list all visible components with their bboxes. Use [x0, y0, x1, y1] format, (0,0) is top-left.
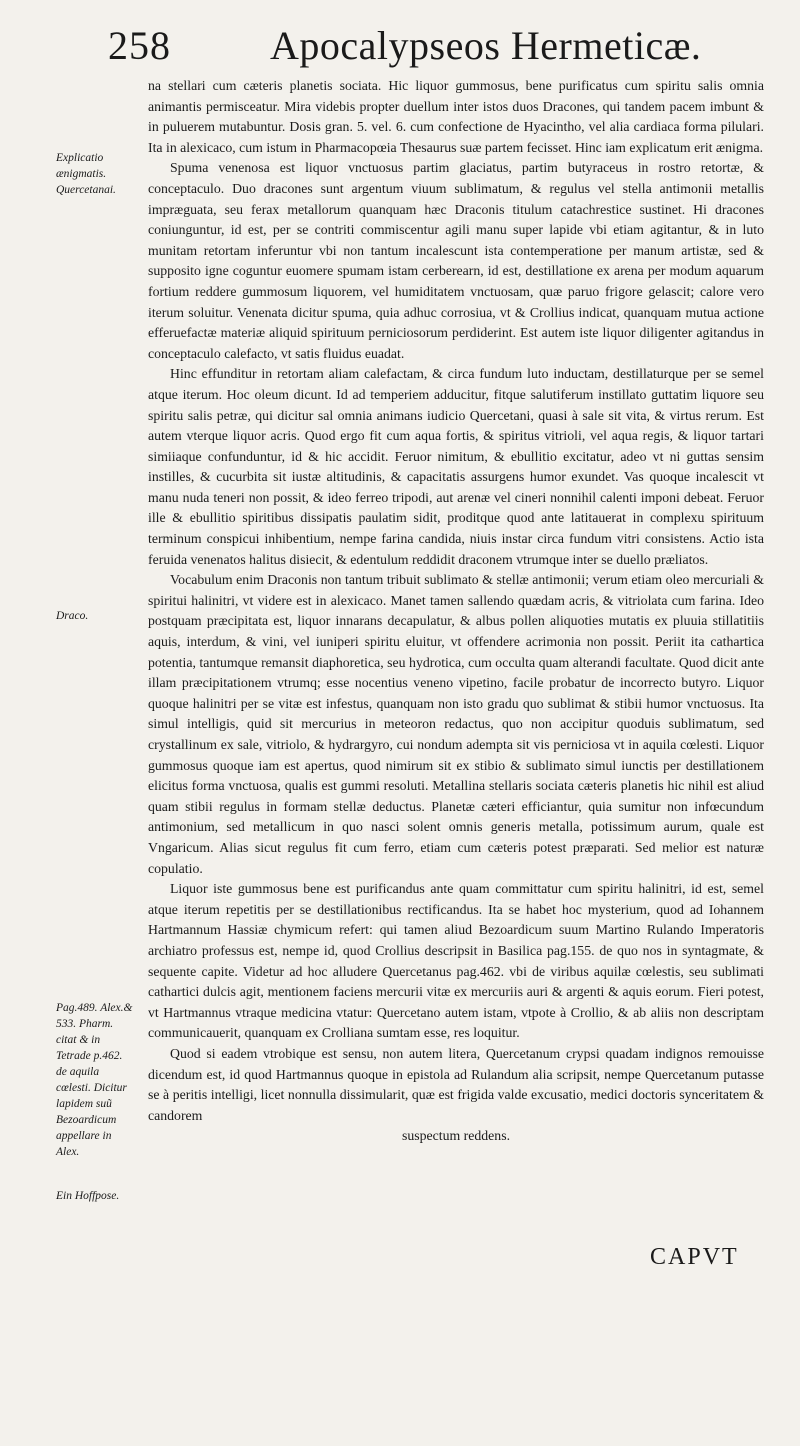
paragraph: Hinc effunditur in retortam aliam calefactam, & circa fundum luto inductam, destillaturque per se semel atque iterum. Hoc oleum dicunt. Id ad temperiem adducitur, fitque salutiferum instillato guttatim liquore seu spiritu salis petræ, qui dicitur sal omnia animans iudicio Quercetani, quasi à sale sit vita, & virtus rerum. Est autem vterque liquor acris. Quod ergo fit cum aqua fortis, & spiritus vitrioli, vel aqua regis, & liquor tartari simiiaque confunduntur, id & hic accidit. Feruor nimitum, & ebullitio excitatur, adeo vt ni guttas sensim instilles, & cucurbita sit iustæ altitudinis, & capacitatis assurgens humor exundet. Vas quoque incalescit vt manu nuda teneri non possit, & ideo ferreo tripodi, aut arenæ vel cineri nonnihil calenti imponi debeat. Feruor ille & ebullitio spiritibus dissipatis paulatim sidit, proditque quod ante latitauerat in complexu spirituum terminum conspicui inhibentium, nempe farina candida, niuis instar circa fundum vitri consistens. Actio ista feruida venenatos halitus disiecit, & edentulum reddidit draconem vtrumque inter se duello præliatos.	[148, 366, 764, 567]
paragraph: Vocabulum enim Draconis non tantum tribuit sublimato & stellæ antimonii; verum etiam oleo mercuriali & spiritui halinitri, vt videre est in alexicaco. Manet tamen sallendo quædam acris, & vitriolata cum farina. Ideo postquam præcipitata est, liquor innarans decapulatur, & albus pollen aliquoties mutatis ex pluuia stillatitiis aquis, interdum, & vini, vel iuniperi spiritu eluitur, vt offendere acrimonia non possit. Periit ita cathartica potentia, tantumque remansit diaphoretica, seu hydrotica, cum occulta quam alterandi facultate. Quod dicit ante illam præcipitationem vtrumq; esse nocentius veneno vipetino, facile probatur de incorrecto butyro. Liquor quoque halinitri per se vitæ est infestus, quanquam non isto gradu quo sublimat & stibii humor vnctuosus. Ita simul intelligis, quid sit mercurius in meteoron redactus, quo non accipitur quoduis sublimatum, sed crystallinum ex sale, vitriolo, & hydrargyro, cui nondum adempta sit vis perniciosa vt in aquila cœlesti. Liquor gummosus quoque iam est apertus, quod nimirum sit ex stibio & sublimato simul iunctis per destillationem elicitus forma vnctuosa, qualis est gummi resoluti. Metallina stellaris sociata cæteris planetis hic nihil est aliud quam stibii regulus in formam stellæ deductus. Planetæ cæteri efficiantur, quia sumitur non infœcundum antimonium, sed metallicum in quo nasci solent omnis generis metalla, potissimum aurum, quale est Vngaricum. Alias sicut regulus fit cum ferro, etiam cum cæteris potest præparati. Sed melior est naturæ copulatio.	[148, 572, 764, 876]
closing-line: suspectum reddens.	[401, 1128, 511, 1144]
margin-note: Explicatio ænigmatis. Quercetanai.	[56, 152, 116, 196]
page-header	[100, 20, 780, 70]
paragraph: Quod si eadem vtrobique est sensu, non autem litera, Quercetanum crypsi quadam indignos remouisse dicendum est, id quod Hartmannus quoque in epistola ad Rulandum alia scripsit, nempe Quercetanum putasse se à peritis intelligi, licet nonnulla dissimularit, quæ est frigida valde excusatio, medici doctoris synceritatem & candorem	[148, 1045, 764, 1123]
margin-note: Ein Hoffpose.	[56, 1190, 120, 1202]
paragraph: Liquor iste gummosus bene est purificandus ante quam committatur cum spiritu halinitri, id est, semel atque iterum repetitis per se destillationibus rectificandus. Ita se habet hoc mysterium, quod ad Iohannem Hartmannum Hassiæ chymicum refert: qui tamen aliud Bezoardicum suum Martino Rulando Imperatoris archiatro professus est, nempe id, quod Crollius descripsit in Basilica pag.155. de quo nos in syntagmate, & sequente capite. Videtur ad hoc alludere Quercetanus pag.462. vbi de viribus aquilæ cœlestis, seu sublimati cathartici dulcis agit, mentionem faciens mercurii vitæ ex mercuriis auri & argenti & aquis eorum. Fieri potest, vt Hartmannus vtraque medicina vtatur: Quercetano autem istam, vtpote à Crollio, & ab aliis non descriptam communicauerit, quanquam ex Crolliana sumtam esse, res loquitur.	[148, 881, 764, 1041]
margin-note: Draco.	[56, 610, 89, 622]
margin-note: Pag.489. Alex.& 533. Pharm. citat & in Tetrade p.462. de aquila cœlesti. Dicitur lapidem suũ Bezoardicum appellare in Alex.	[56, 1002, 133, 1158]
running-title: Apocalypseos Hermeticæ.	[270, 23, 702, 68]
catchword: CAPVT	[650, 1244, 739, 1270]
paragraph: na stellari cum cæteris planetis sociata. Hic liquor gummosus, bene purificatus cum spiritu salis omnia animantis permisceatur. Mira videbis propter duellum inter istos duos Dracones, qui tandem pacem imbunt & in puluerem mutabuntur. Dosis gran. 5. vel. 6. cum confectione de Hyacintho, vel alia cardiaca forma pilulari. Ita in alexicaco, cum istum in Pharmacopœia Thesaurus suæ partem fecisset. Hinc iam explicatum erit ænigma.	[148, 78, 764, 155]
paragraph: Spuma venenosa est liquor vnctuosus partim glaciatus, partim butyraceus in rostro retortæ, & conceptaculo. Duo dracones sunt argentum viuum sublimatum, & regulus vel stella antimonii metallis impræguata, seu ferax metallorum quanquam hæc Draconis titulum catachrestice sustinet. Hi dracones coniunguntur, id est, per se contriti commiscentur agili manu super lapide vbi etiam agitantur, & in luto munitam retortam inferuntur vbi non tantum incalescunt ista contemperatione per manum artistæ, sed & supposito igne coguntur euomere spumam istam cerberearn, id est, destillatione ex arena per modum aquarum fortium reddere gummosum liquorem, vel humiditatem vnctuosam, quæ paruo frigore gelascit; calore vero iterum soluitur. Venenata dicitur spuma, quia adhuc corrosiua, vt & Crollius indicat, quanquam mutua actione efferuefactæ materiæ aliquid spirituum perniciosorum perdiderint. Est autem iste liquor diligenter agitandus in conceptaculo calefacto, vt satis fluidus euadat.	[148, 160, 764, 361]
page-number: 258	[108, 23, 171, 68]
main-text	[148, 76, 764, 1147]
